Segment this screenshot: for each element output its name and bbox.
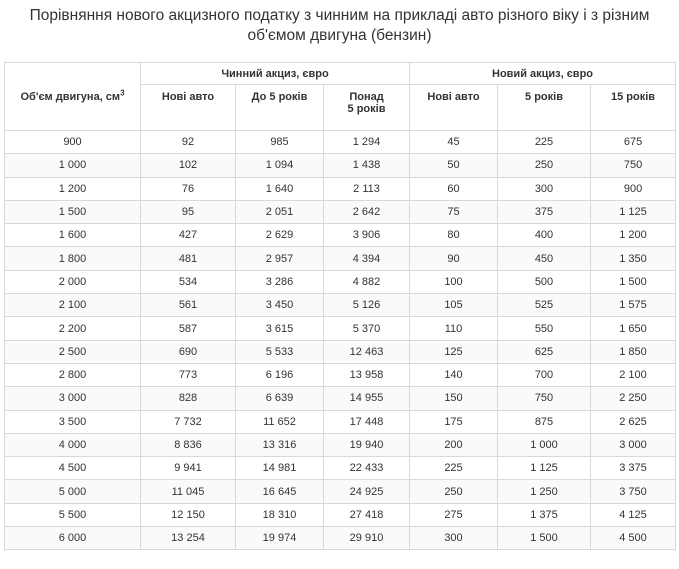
header-new-5-years: 5 років xyxy=(498,85,591,131)
cell-new-15-years: 3 750 xyxy=(591,480,676,503)
table-row xyxy=(5,200,676,223)
table-body xyxy=(5,131,676,550)
cell-new-5-years: 1 375 xyxy=(498,503,591,526)
cell-new-5-years: 750 xyxy=(498,387,591,410)
cell-new-15-years: 3 375 xyxy=(591,457,676,480)
cell-volume: 4 500 xyxy=(5,457,141,480)
cell-volume: 1 600 xyxy=(5,224,141,247)
cell-new-5-years: 1 250 xyxy=(498,480,591,503)
cell-new-15-years: 3 000 xyxy=(591,433,676,456)
cell-current-under-5: 2 051 xyxy=(236,200,324,223)
cell-new-new: 275 xyxy=(410,503,498,526)
cell-current-over-5: 27 418 xyxy=(324,503,410,526)
table-row xyxy=(5,363,676,386)
table-row xyxy=(5,294,676,317)
title-line-1: Порівняння нового акцизного податку з чинним на прикладі авто різного віку і з різним xyxy=(29,7,650,24)
cell-current-over-5: 24 925 xyxy=(324,480,410,503)
cell-volume: 6 000 xyxy=(5,527,141,550)
cell-current-over-5: 1 438 xyxy=(324,154,410,177)
header-current-excise: Чинний акциз, євро xyxy=(141,63,410,85)
cell-current-under-5: 3 286 xyxy=(236,270,324,293)
cell-current-new: 11 045 xyxy=(141,480,236,503)
cell-current-new: 12 150 xyxy=(141,503,236,526)
table-row xyxy=(5,433,676,456)
cell-current-under-5: 985 xyxy=(236,131,324,154)
cell-new-new: 105 xyxy=(410,294,498,317)
header-volume-sup: 3 xyxy=(120,87,125,97)
cell-volume: 1 000 xyxy=(5,154,141,177)
cell-current-over-5: 1 294 xyxy=(324,131,410,154)
cell-volume: 3 000 xyxy=(5,387,141,410)
cell-new-new: 300 xyxy=(410,527,498,550)
cell-new-15-years: 1 650 xyxy=(591,317,676,340)
table-row xyxy=(5,177,676,200)
cell-current-under-5: 3 615 xyxy=(236,317,324,340)
cell-new-new: 250 xyxy=(410,480,498,503)
cell-current-over-5: 4 394 xyxy=(324,247,410,270)
table-row xyxy=(5,131,676,154)
cell-new-new: 125 xyxy=(410,340,498,363)
cell-current-new: 587 xyxy=(141,317,236,340)
cell-current-new: 828 xyxy=(141,387,236,410)
cell-volume: 3 500 xyxy=(5,410,141,433)
cell-new-15-years: 1 500 xyxy=(591,270,676,293)
cell-volume: 2 200 xyxy=(5,317,141,340)
cell-current-new: 7 732 xyxy=(141,410,236,433)
cell-volume: 4 000 xyxy=(5,433,141,456)
cell-new-15-years: 4 500 xyxy=(591,527,676,550)
cell-volume: 1 200 xyxy=(5,177,141,200)
cell-current-new: 561 xyxy=(141,294,236,317)
cell-new-15-years: 1 575 xyxy=(591,294,676,317)
cell-current-new: 92 xyxy=(141,131,236,154)
table-row xyxy=(5,154,676,177)
table-row xyxy=(5,340,676,363)
cell-new-5-years: 250 xyxy=(498,154,591,177)
cell-new-new: 90 xyxy=(410,247,498,270)
cell-current-under-5: 16 645 xyxy=(236,480,324,503)
cell-new-5-years: 525 xyxy=(498,294,591,317)
cell-current-over-5: 4 882 xyxy=(324,270,410,293)
cell-current-new: 76 xyxy=(141,177,236,200)
cell-new-5-years: 225 xyxy=(498,131,591,154)
cell-new-new: 100 xyxy=(410,270,498,293)
cell-new-new: 225 xyxy=(410,457,498,480)
cell-new-5-years: 450 xyxy=(498,247,591,270)
cell-volume: 1 500 xyxy=(5,200,141,223)
cell-volume: 2 800 xyxy=(5,363,141,386)
cell-new-5-years: 375 xyxy=(498,200,591,223)
cell-current-over-5: 17 448 xyxy=(324,410,410,433)
cell-new-15-years: 4 125 xyxy=(591,503,676,526)
cell-current-over-5: 5 370 xyxy=(324,317,410,340)
cell-new-15-years: 2 100 xyxy=(591,363,676,386)
cell-current-under-5: 18 310 xyxy=(236,503,324,526)
cell-current-under-5: 14 981 xyxy=(236,457,324,480)
header-current-over-5: Понад 5 років xyxy=(324,85,410,131)
cell-current-over-5: 14 955 xyxy=(324,387,410,410)
table-row xyxy=(5,387,676,410)
cell-new-5-years: 550 xyxy=(498,317,591,340)
cell-new-5-years: 300 xyxy=(498,177,591,200)
cell-current-over-5: 19 940 xyxy=(324,433,410,456)
cell-volume: 1 800 xyxy=(5,247,141,270)
cell-current-under-5: 1 094 xyxy=(236,154,324,177)
cell-current-new: 427 xyxy=(141,224,236,247)
cell-new-5-years: 400 xyxy=(498,224,591,247)
cell-current-under-5: 11 652 xyxy=(236,410,324,433)
table-row xyxy=(5,247,676,270)
cell-new-5-years: 1 500 xyxy=(498,527,591,550)
cell-current-under-5: 13 316 xyxy=(236,433,324,456)
cell-volume: 2 000 xyxy=(5,270,141,293)
cell-current-under-5: 1 640 xyxy=(236,177,324,200)
cell-current-new: 481 xyxy=(141,247,236,270)
cell-new-5-years: 700 xyxy=(498,363,591,386)
cell-current-new: 8 836 xyxy=(141,433,236,456)
cell-current-over-5: 13 958 xyxy=(324,363,410,386)
header-new-new-cars: Нові авто xyxy=(410,85,498,131)
cell-new-new: 80 xyxy=(410,224,498,247)
cell-current-over-5: 12 463 xyxy=(324,340,410,363)
table-row xyxy=(5,503,676,526)
cell-new-5-years: 500 xyxy=(498,270,591,293)
header-current-under-5: До 5 років xyxy=(236,85,324,131)
table-row xyxy=(5,527,676,550)
cell-new-new: 175 xyxy=(410,410,498,433)
cell-volume: 2 100 xyxy=(5,294,141,317)
cell-new-5-years: 875 xyxy=(498,410,591,433)
excise-comparison-table xyxy=(4,62,676,550)
page-title xyxy=(0,6,679,46)
cell-current-under-5: 3 450 xyxy=(236,294,324,317)
cell-current-over-5: 5 126 xyxy=(324,294,410,317)
cell-new-new: 45 xyxy=(410,131,498,154)
cell-current-under-5: 19 974 xyxy=(236,527,324,550)
cell-new-5-years: 1 125 xyxy=(498,457,591,480)
table-row xyxy=(5,224,676,247)
cell-new-new: 50 xyxy=(410,154,498,177)
cell-current-over-5: 22 433 xyxy=(324,457,410,480)
cell-new-15-years: 1 850 xyxy=(591,340,676,363)
cell-volume: 2 500 xyxy=(5,340,141,363)
cell-new-new: 60 xyxy=(410,177,498,200)
cell-current-over-5: 29 910 xyxy=(324,527,410,550)
cell-new-15-years: 750 xyxy=(591,154,676,177)
table-row xyxy=(5,270,676,293)
cell-new-new: 200 xyxy=(410,433,498,456)
cell-current-over-5: 2 113 xyxy=(324,177,410,200)
cell-new-5-years: 1 000 xyxy=(498,433,591,456)
cell-new-new: 140 xyxy=(410,363,498,386)
cell-new-15-years: 900 xyxy=(591,177,676,200)
header-new-15-years: 15 років xyxy=(591,85,676,131)
table-row xyxy=(5,480,676,503)
table-row xyxy=(5,410,676,433)
cell-new-new: 110 xyxy=(410,317,498,340)
cell-current-under-5: 2 629 xyxy=(236,224,324,247)
header-new-excise: Новий акциз, євро xyxy=(410,63,676,85)
cell-new-15-years: 1 125 xyxy=(591,200,676,223)
cell-new-15-years: 2 625 xyxy=(591,410,676,433)
cell-volume: 900 xyxy=(5,131,141,154)
cell-current-new: 102 xyxy=(141,154,236,177)
title-line-2: об'ємом двигуна (бензин) xyxy=(247,27,432,44)
cell-new-5-years: 625 xyxy=(498,340,591,363)
cell-new-new: 75 xyxy=(410,200,498,223)
cell-current-new: 690 xyxy=(141,340,236,363)
table-row xyxy=(5,317,676,340)
cell-current-new: 773 xyxy=(141,363,236,386)
cell-current-under-5: 6 639 xyxy=(236,387,324,410)
cell-new-15-years: 675 xyxy=(591,131,676,154)
cell-volume: 5 000 xyxy=(5,480,141,503)
cell-current-over-5: 3 906 xyxy=(324,224,410,247)
cell-new-15-years: 2 250 xyxy=(591,387,676,410)
cell-current-new: 95 xyxy=(141,200,236,223)
cell-current-over-5: 2 642 xyxy=(324,200,410,223)
header-current-new-cars: Нові авто xyxy=(141,85,236,131)
cell-current-new: 9 941 xyxy=(141,457,236,480)
table-row xyxy=(5,457,676,480)
cell-current-new: 534 xyxy=(141,270,236,293)
cell-new-new: 150 xyxy=(410,387,498,410)
cell-current-under-5: 6 196 xyxy=(236,363,324,386)
cell-new-15-years: 1 200 xyxy=(591,224,676,247)
cell-current-new: 13 254 xyxy=(141,527,236,550)
cell-new-15-years: 1 350 xyxy=(591,247,676,270)
cell-current-under-5: 5 533 xyxy=(236,340,324,363)
cell-volume: 5 500 xyxy=(5,503,141,526)
header-volume: Об'єм двигуна, $см^3$ xyxy=(5,63,141,131)
cell-current-under-5: 2 957 xyxy=(236,247,324,270)
